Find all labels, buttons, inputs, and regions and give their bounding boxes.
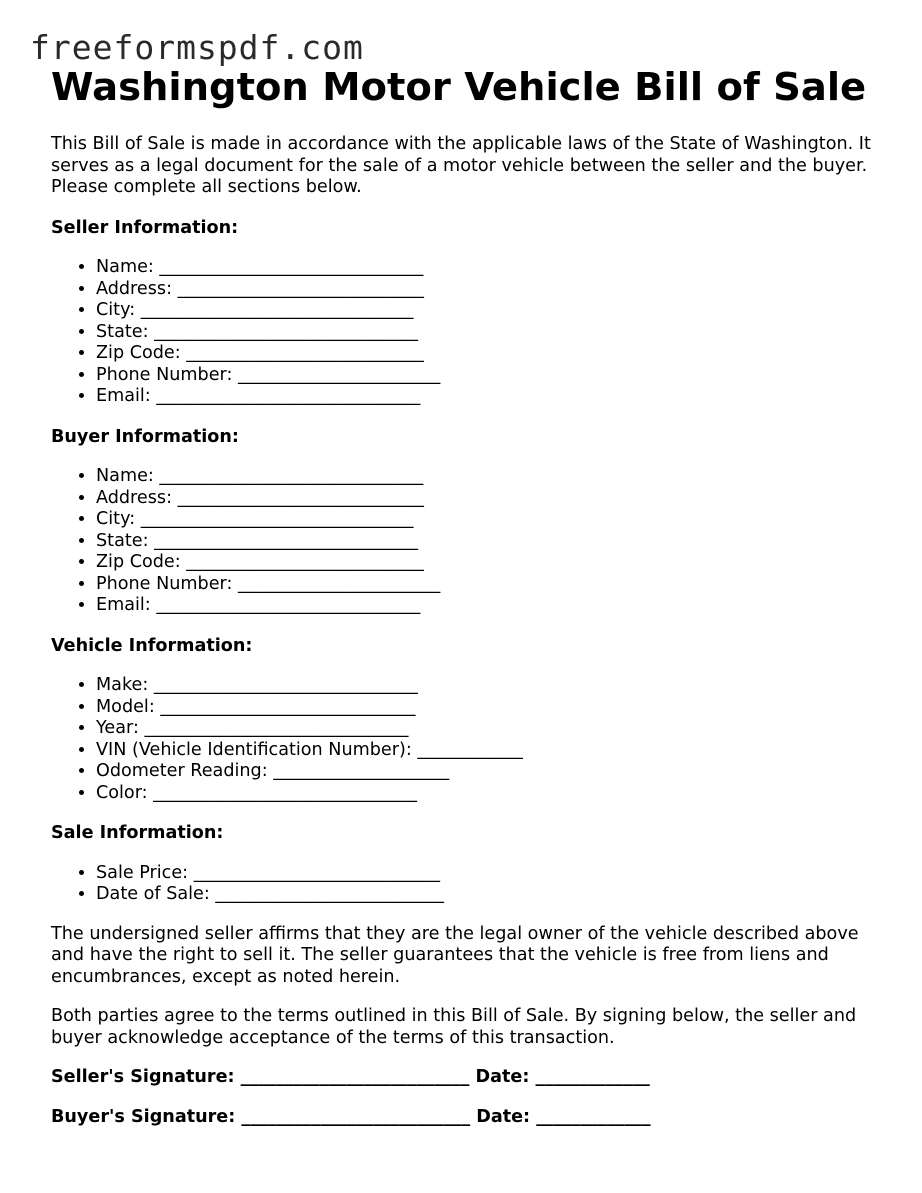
buyer-heading: Buyer Information:	[51, 426, 239, 447]
seller-name-field[interactable]: • Name: ______________________________	[96, 257, 891, 279]
buyer-city-field[interactable]: • City: _______________________________	[96, 509, 891, 531]
seller-zip-field[interactable]: • Zip Code: ___________________________	[96, 343, 891, 365]
affirmation-paragraph: The undersigned seller affirms that they are the legal owner of the vehicle described above and have the right to sell it. The seller guarantees that the vehicle is free from liens and encumbrances, except as noted herein.	[51, 923, 859, 987]
seller-address-field[interactable]: • Address: ____________________________	[96, 279, 891, 301]
sale-fields-list	[51, 863, 891, 906]
buyer-name-field[interactable]: • Name: ______________________________	[96, 466, 891, 488]
buyer-address-field[interactable]: • Address: ____________________________	[96, 488, 891, 510]
seller-state-field[interactable]: • State: ______________________________	[96, 322, 891, 344]
seller-email-field[interactable]: • Email: ______________________________	[96, 386, 891, 408]
buyer-phone-field[interactable]: • Phone Number: _______________________	[96, 574, 891, 596]
vehicle-vin-field[interactable]: • VIN (Vehicle Identification Number): ____________	[96, 740, 891, 762]
buyer-signature-line[interactable]: Buyer's Signature: __________________________ Date: _____________	[51, 1106, 651, 1127]
sale-date-field[interactable]: • Date of Sale: __________________________	[96, 884, 891, 906]
seller-heading: Seller Information:	[51, 217, 239, 238]
page-title: Washington Motor Vehicle Bill of Sale	[51, 65, 867, 110]
intro-paragraph: This Bill of Sale is made in accordance with the applicable laws of the State of Washington. It serves as a legal document for the sale of a motor vehicle between the seller and the buyer. Please complete all sections below.	[51, 134, 871, 197]
seller-phone-field[interactable]: • Phone Number: _______________________	[96, 365, 891, 387]
watermark: freeformspdf.com	[30, 28, 364, 67]
vehicle-year-field[interactable]: • Year: ______________________________	[96, 718, 891, 740]
buyer-fields-list	[51, 466, 891, 617]
seller-city-field[interactable]: • City: _______________________________	[96, 300, 891, 322]
vehicle-fields-list	[51, 675, 891, 804]
buyer-zip-field[interactable]: • Zip Code: ___________________________	[96, 552, 891, 574]
sale-heading: Sale Information:	[51, 823, 224, 843]
vehicle-heading: Vehicle Information:	[51, 635, 253, 656]
vehicle-make-field[interactable]: • Make: ______________________________	[96, 675, 891, 697]
vehicle-color-field[interactable]: • Color: ______________________________	[96, 783, 891, 805]
seller-signature-line[interactable]: Seller's Signature: __________________________ Date: _____________	[51, 1067, 650, 1087]
agreement-paragraph: Both parties agree to the terms outlined in this Bill of Sale. By signing below, the seller and buyer acknowledge acceptance of the terms of this transaction.	[51, 1006, 857, 1048]
buyer-state-field[interactable]: • State: ______________________________	[96, 531, 891, 553]
buyer-email-field[interactable]: • Email: ______________________________	[96, 595, 891, 617]
sale-price-field[interactable]: • Sale Price: ____________________________	[96, 863, 891, 885]
document-body	[51, 134, 891, 1128]
seller-fields-list	[51, 257, 891, 408]
vehicle-odometer-field[interactable]: • Odometer Reading: ____________________	[96, 761, 891, 783]
vehicle-model-field[interactable]: • Model: _____________________________	[96, 697, 891, 719]
